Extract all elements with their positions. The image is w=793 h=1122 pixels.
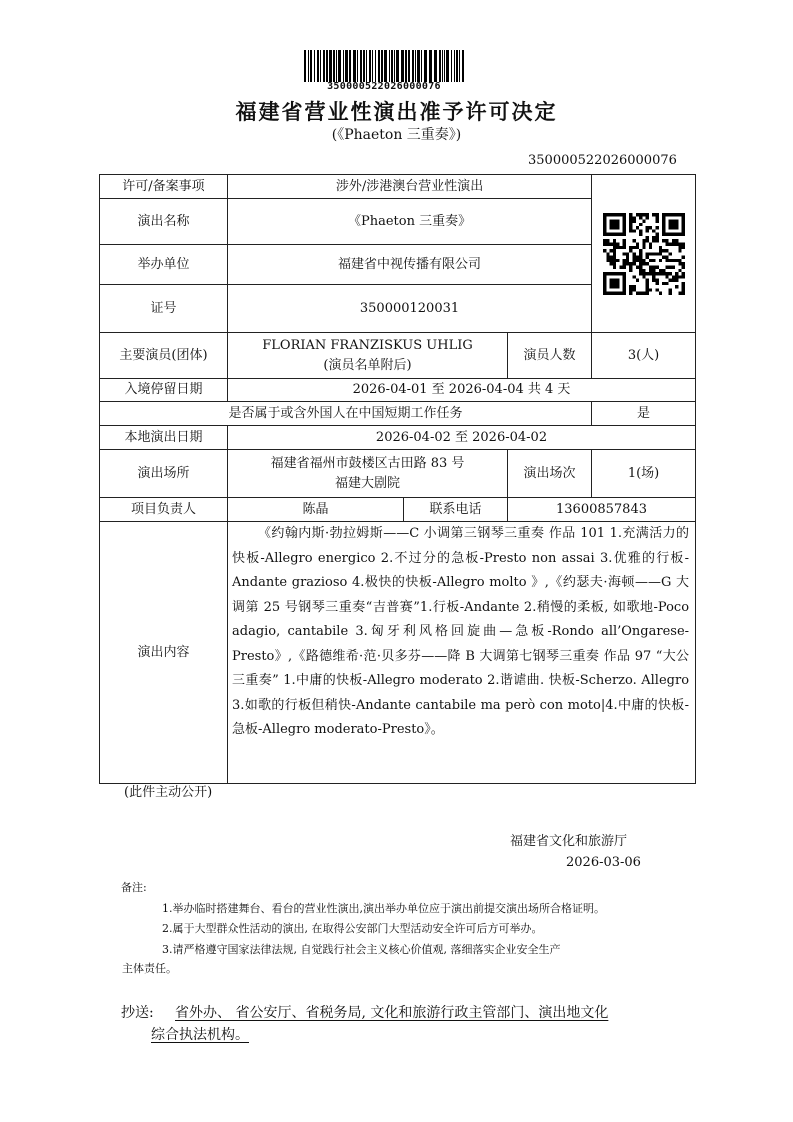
short-term-value: 是 (592, 402, 696, 426)
performer-count-value: 3(人) (592, 333, 696, 379)
license-value: 350000120031 (228, 285, 592, 333)
note-3-line1: 3.请严格遵守国家法律法规, 自觉践行社会主义核心价值观, 落细落实企业安全生产 (162, 943, 561, 956)
public-disclosure-note: (此件主动公开) (124, 785, 213, 800)
document-number: 350000522026000076 (528, 153, 677, 168)
sessions-value: 1(场) (592, 450, 696, 498)
sessions-label: 演出场次 (508, 450, 592, 498)
performer-label: 主要演员(团体) (100, 333, 228, 379)
content-label: 演出内容 (100, 522, 228, 784)
organizer-value: 福建省中视传播有限公司 (228, 245, 592, 285)
permit-item-label: 许可/备案事项 (100, 175, 228, 199)
note-1: 1.举办临时搭建舞台、看台的营业性演出,演出举办单位应于演出前提交演出场所合格证明。 (162, 902, 605, 915)
qr-code (603, 213, 685, 295)
cc-recipients: 省外办、 省公安厅、省税务局, 文化和旅游行政主管部门、演出地文化 (175, 1005, 609, 1021)
note-2: 2.属于大型群众性活动的演出, 在取得公安部门大型活动安全许可后方可举办。 (162, 922, 543, 935)
show-name-value: 《Phaeton 三重奏》 (228, 199, 592, 245)
issue-date: 2026-03-06 (566, 855, 641, 870)
venue-label: 演出场所 (100, 450, 228, 498)
permit-item-value: 涉外/涉港澳台营业性演出 (228, 175, 592, 199)
issuing-authority: 福建省文化和旅游厅 (510, 834, 628, 849)
short-term-label: 是否属于或含外国人在中国短期工作任务 (100, 402, 592, 426)
phone-value: 13600857843 (508, 498, 696, 522)
entry-date-value: 2026-04-01 至 2026-04-04 共 4 天 (228, 379, 696, 402)
show-name-label: 演出名称 (100, 199, 228, 245)
organizer-label: 举办单位 (100, 245, 228, 285)
performer-list-note: (演员名单附后) (323, 357, 412, 373)
page-title: 福建省营业性演出准予许可决定 (235, 100, 558, 124)
venue-address: 福建省福州市鼓楼区古田路 83 号 (270, 455, 465, 471)
barcode (304, 50, 464, 82)
cc-label: 抄送: (121, 1005, 154, 1021)
venue-name: 福建大剧院 (334, 475, 400, 491)
entry-date-label: 入境停留日期 (100, 379, 228, 402)
phone-label: 联系电话 (404, 498, 508, 522)
page-subtitle: (《Phaeton 三重奏》) (331, 127, 462, 143)
local-date-label: 本地演出日期 (100, 426, 228, 450)
notes-title: 备注: (121, 881, 147, 894)
venue-value (228, 450, 508, 498)
performer-names: FLORIAN FRANZISKUS UHLIG (262, 337, 473, 353)
cc-line (121, 1003, 608, 1024)
note-3 (122, 940, 682, 978)
content-value (228, 522, 696, 784)
barcode-number: 350000522026000076 (327, 81, 441, 92)
permit-table (99, 174, 696, 784)
manager-value: 陈晶 (228, 498, 404, 522)
qr-code-cell (592, 175, 696, 333)
manager-label: 项目负责人 (100, 498, 228, 522)
license-label: 证号 (100, 285, 228, 333)
cc-recipients-continued: 综合执法机构。 (151, 1027, 249, 1043)
performer-value (228, 333, 508, 379)
performer-count-label: 演员人数 (508, 333, 592, 379)
note-3-line2: 主体责任。 (122, 962, 177, 975)
program-text: 《约翰内斯·勃拉姆斯——C 小调第三钢琴三重奏 作品 101 1.充满活力的快板-Allegro energico 2.不过分的急板-Presto non assai 3.优雅的行板-Andante grazioso 4.极快的快板-Allegro molto 》,《约瑟夫·海顿——G 大调第 25 号钢琴三重奏“吉普赛”1.行板-Andante 2.稍慢的柔板, 如歌地-Poco adagio, cantabile 3.匈牙利风格回旋曲—急板-Rondo all’Ongarese-Presto》,《路德维希·范·贝多芬——降 B 大调第七钢琴三重奏 作品 97 “大公三重奏” 1.中庸的快板-Allegro moderato 2.谐谑曲. 快板-Scherzo. Allegro 3.如歌的行板但稍快-Andante cantabile ma però con moto|4.中庸的快板-急板-Allegro moderato-Presto》。 (232, 526, 690, 737)
local-date-value: 2026-04-02 至 2026-04-02 (228, 426, 696, 450)
